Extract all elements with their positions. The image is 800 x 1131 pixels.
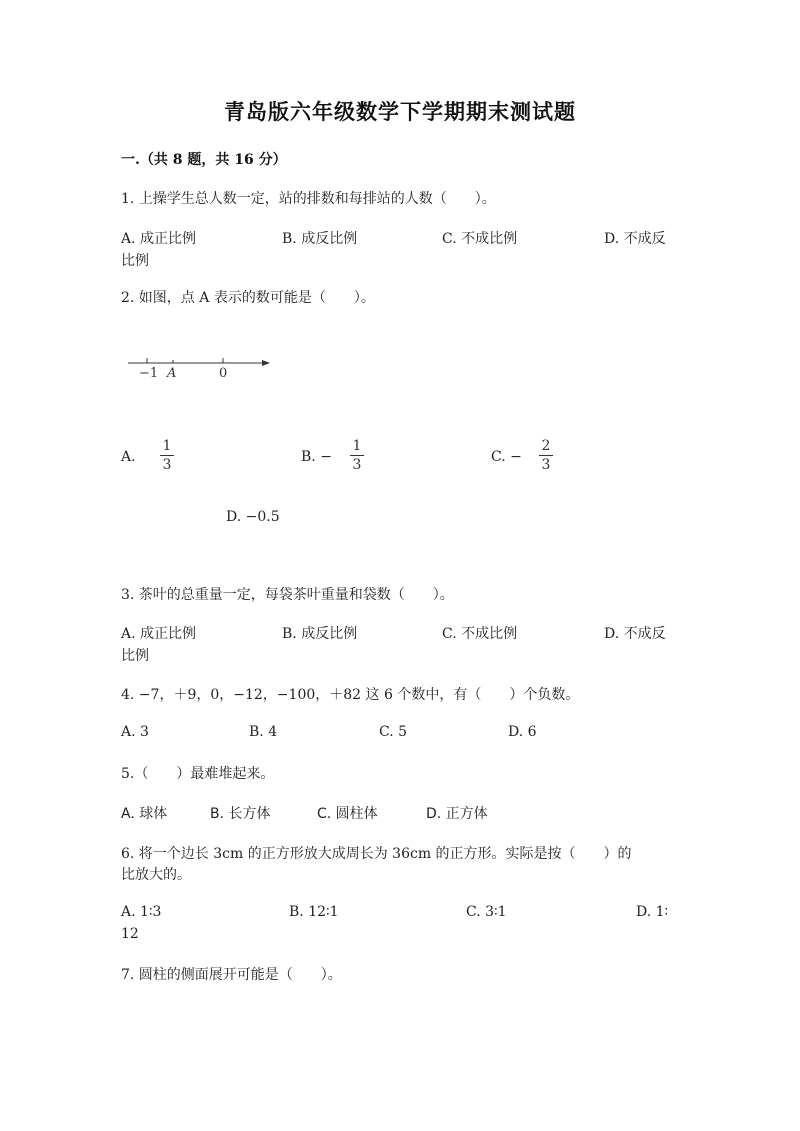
q3-option-b[interactable]: B. 成反比例: [282, 626, 358, 642]
q1-option-d-continued: 比例: [121, 253, 149, 269]
fraction-denominator: 3: [352, 457, 362, 473]
q3-option-d[interactable]: D. 不成反: [604, 626, 666, 642]
tick-label-zero: 0: [219, 366, 228, 381]
q2-option-b-fraction: [350, 439, 364, 472]
question-2-text: 2. 如图，点 A 表示的数可能是（ ）。: [121, 290, 375, 306]
arrow-head-icon: [262, 360, 270, 366]
fraction-bar: [350, 455, 364, 456]
q3-option-d-continued: 比例: [121, 648, 149, 664]
q1-option-a[interactable]: A. 成正比例: [121, 231, 197, 247]
q1-option-b[interactable]: B. 成反比例: [282, 231, 358, 247]
q3-option-a[interactable]: A. 成正比例: [121, 626, 197, 642]
number-line-figure: [125, 352, 275, 382]
q1-option-c[interactable]: C. 不成比例: [442, 231, 518, 247]
q1-option-d[interactable]: D. 不成反: [604, 231, 666, 247]
q4-option-b[interactable]: B. 4: [249, 724, 278, 740]
fraction-bar: [160, 455, 174, 456]
q6-option-d[interactable]: D. 1∶: [636, 904, 669, 920]
q5-option-d[interactable]: D. 正方体: [426, 806, 488, 822]
fraction-numerator: 2: [541, 438, 551, 454]
q5-option-b[interactable]: B. 长方体: [210, 806, 271, 822]
q2-option-b-label[interactable]: B. −: [301, 449, 332, 465]
question-6-text-continued: 比放大的。: [121, 867, 191, 883]
q2-option-a-fraction: [160, 439, 174, 472]
q5-option-a[interactable]: A. 球体: [121, 806, 168, 822]
point-a-label: A: [167, 366, 177, 381]
question-7-text: 7. 圆柱的侧面展开可能是（ ）。: [121, 967, 342, 983]
question-1-text: 1. 上操学生总人数一定，站的排数和每排站的人数（ ）。: [121, 191, 496, 207]
q6-option-c[interactable]: C. 3∶1: [466, 904, 507, 920]
fraction-denominator: 3: [541, 457, 551, 473]
tick-label-neg1: −1: [139, 366, 159, 381]
q2-option-d[interactable]: D. −0.5: [226, 509, 280, 525]
q6-option-b[interactable]: B. 12∶1: [289, 904, 339, 920]
q2-option-c-label[interactable]: C. −: [491, 449, 522, 465]
q2-option-a-label[interactable]: A.: [121, 449, 136, 465]
fraction-numerator: 1: [352, 438, 362, 454]
q4-option-d[interactable]: D. 6: [508, 724, 537, 740]
question-6-text: 6. 将一个边长 3cm 的正方形放大成周长为 36cm 的正方形。实际是按（ ）的: [121, 846, 632, 862]
fraction-bar: [539, 455, 553, 456]
fraction-denominator: 3: [162, 457, 172, 473]
q5-option-c[interactable]: C. 圆柱体: [317, 806, 378, 822]
question-3-text: 3. 茶叶的总重量一定，每袋茶叶重量和袋数（ ）。: [121, 587, 454, 603]
page-title: 青岛版六年级数学下学期期末测试题: [224, 100, 576, 124]
fraction-numerator: 1: [162, 438, 172, 454]
q4-option-a[interactable]: A. 3: [121, 724, 149, 740]
section-heading: 一.（共 8 题，共 16 分）: [121, 152, 287, 168]
q3-option-c[interactable]: C. 不成比例: [442, 626, 518, 642]
question-4-text: 4. −7，＋9，0，−12，−100，＋82 这 6 个数中，有（ ）个负数。: [121, 687, 580, 703]
q6-option-a[interactable]: A. 1∶3: [121, 904, 162, 920]
q6-option-d-continued: 12: [121, 926, 139, 942]
q2-option-c-fraction: [539, 439, 553, 472]
question-5-text: 5.（ ）最难堆起来。: [121, 766, 275, 782]
q4-option-c[interactable]: C. 5: [379, 724, 408, 740]
